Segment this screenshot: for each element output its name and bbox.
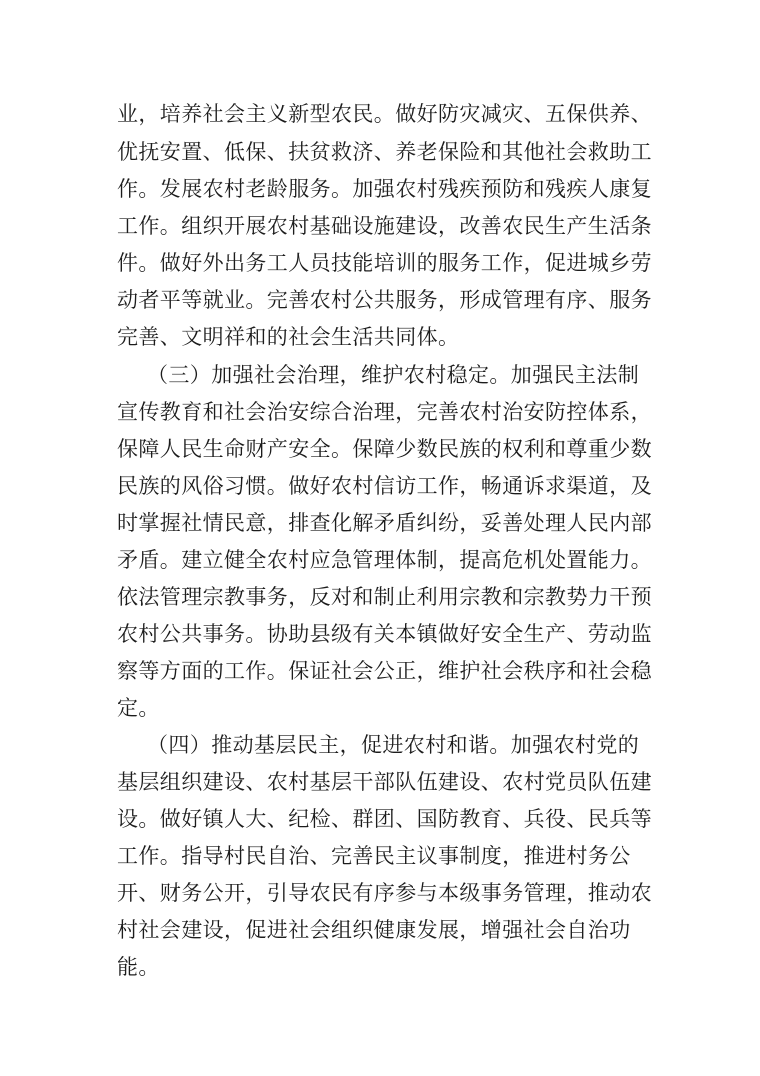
text-line-10: 保障人民生命财产安全。保障少数民族的权利和尊重少数 (117, 437, 652, 461)
text-line-15: 农村公共事务。协助县级有关本镇做好安全生产、劳动监 (117, 622, 652, 646)
text-line-7: 完善、文明祥和的社会生活共同体。 (117, 325, 460, 349)
text-line-14: 依法管理宗教事务，反对和制止利用宗教和宗教势力干预 (117, 585, 652, 609)
text-line-19: 基层组织建设、农村基层干部队伍建设、农村党员队伍建 (117, 770, 652, 794)
text-line-16: 察等方面的工作。保证社会公正，维护社会秩序和社会稳 (117, 659, 652, 683)
section-heading-3: （三）加强社会治理，维护农村稳定。加强民主法制 (147, 363, 640, 387)
section-heading-4: （四）推动基层民主，促进农村和谐。加强农村党的 (147, 733, 640, 757)
text-line-24: 能。 (117, 955, 160, 979)
text-line-3: 作。发展农村老龄服务。加强农村残疾预防和残疾人康复 (117, 177, 652, 201)
text-line-2: 优抚安置、低保、扶贫救济、养老保险和其他社会救助工 (117, 140, 652, 164)
text-line-13: 矛盾。建立健全农村应急管理体制，提高危机处置能力。 (117, 548, 652, 572)
text-line-12: 时掌握社情民意，排查化解矛盾纠纷，妥善处理人民内部 (117, 511, 652, 535)
text-line-1: 业，培养社会主义新型农民。做好防灾减灾、五保供养、 (117, 102, 652, 126)
text-line-6: 动者平等就业。完善农村公共服务，形成管理有序、服务 (117, 288, 652, 312)
text-line-17: 定。 (117, 696, 160, 720)
text-line-5: 件。做好外出务工人员技能培训的服务工作，促进城乡劳 (117, 251, 652, 275)
text-line-20: 设。做好镇人大、纪检、群团、国防教育、兵役、民兵等 (117, 807, 652, 831)
text-line-4: 工作。组织开展农村基础设施建设，改善农民生产生活条 (117, 214, 652, 238)
text-line-21: 工作。指导村民自治、完善民主议事制度，推进村务公 (117, 844, 631, 868)
text-line-23: 村社会建设，促进社会组织健康发展，增强社会自治功 (117, 918, 631, 942)
text-line-9: 宣传教育和社会治安综合治理，完善农村治安防控体系， (117, 400, 652, 424)
text-line-22: 开、财务公开，引导农民有序参与本级事务管理，推动农 (117, 881, 652, 905)
text-line-11: 民族的风俗习惯。做好农村信访工作，畅通诉求渠道，及 (117, 474, 652, 498)
